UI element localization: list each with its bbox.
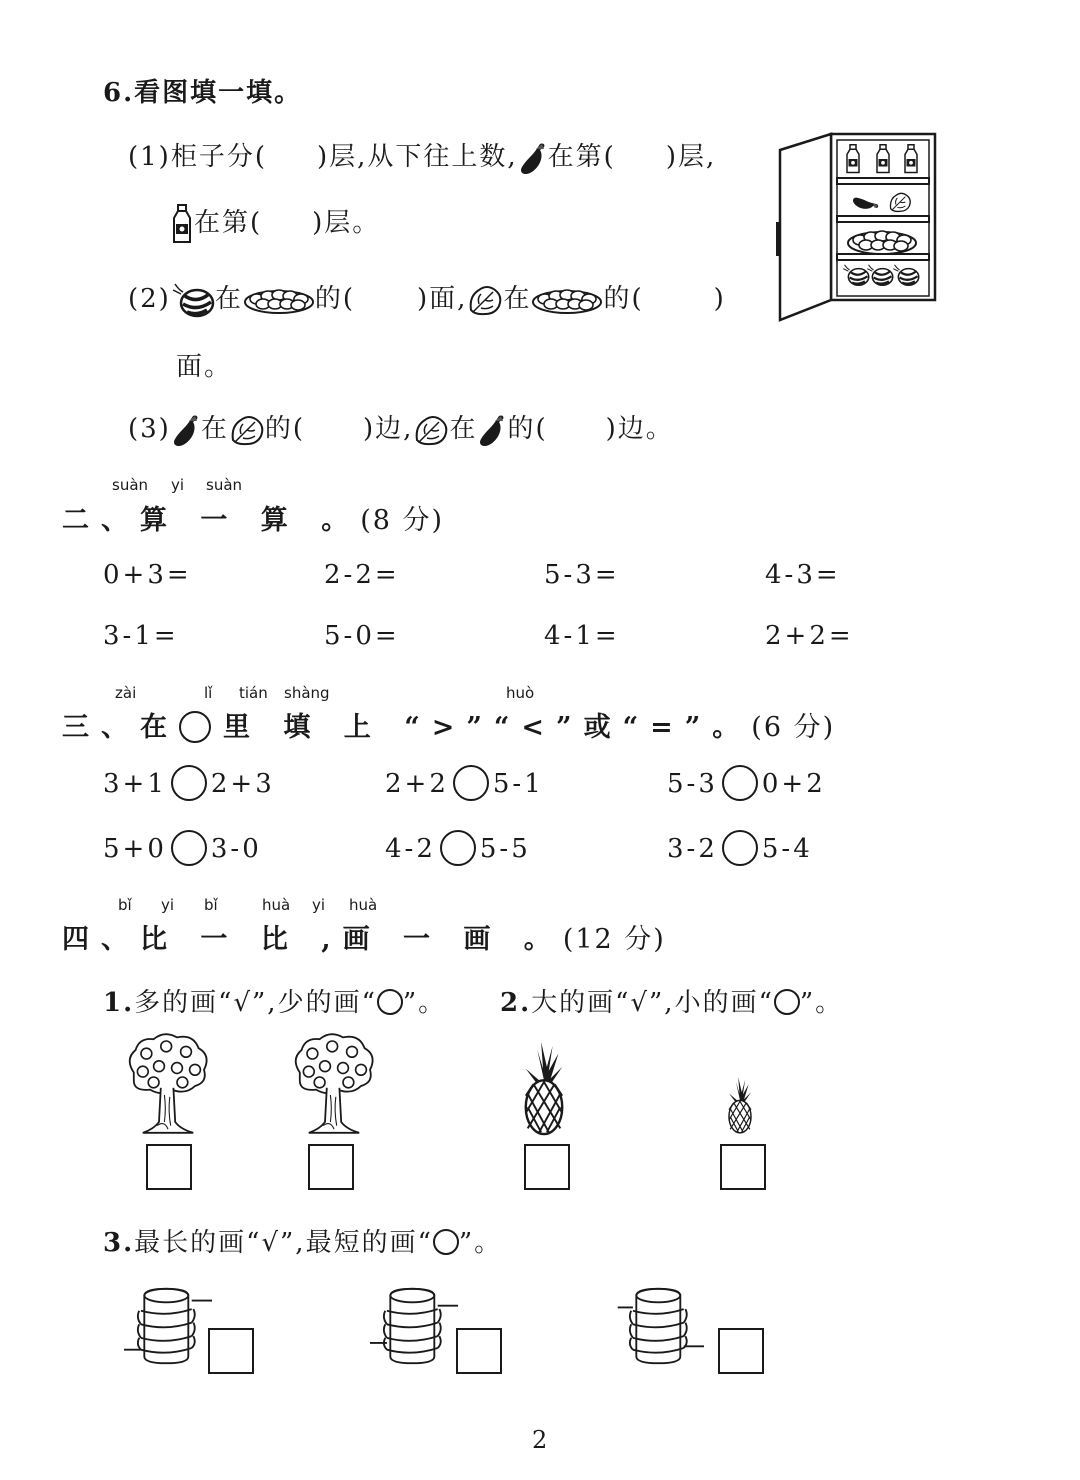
- pinyin: yi: [161, 896, 175, 914]
- answer-box[interactable]: [208, 1328, 254, 1374]
- q6-p3-text: 在: [200, 414, 229, 444]
- pinyin: yi: [312, 896, 326, 914]
- pineapple-icon: [724, 1076, 756, 1134]
- page-number: 2: [532, 1426, 548, 1454]
- pinyin: zài: [115, 684, 137, 702]
- question-number: 1.: [103, 988, 135, 1018]
- eggplant-icon: [171, 412, 201, 448]
- section-score: (8 分): [360, 505, 445, 536]
- pinyin: huò: [506, 684, 535, 702]
- circle-symbol-icon: [774, 989, 800, 1015]
- calc-item: 3-1=: [103, 621, 179, 651]
- circle-icon: [179, 711, 211, 743]
- q6-p1-text-c: 在第(: [547, 142, 616, 172]
- answer-box[interactable]: [456, 1328, 502, 1374]
- calc-item: 5-0=: [324, 621, 400, 651]
- sec4-q2-instruction: [500, 982, 843, 1019]
- answer-circle[interactable]: [171, 830, 207, 866]
- calc-item: 4-1=: [544, 621, 620, 651]
- compare-item: [103, 832, 262, 868]
- q6-p2-label: (2): [128, 284, 171, 314]
- section-heading: [62, 917, 666, 956]
- compare-item: [385, 767, 544, 803]
- section-title: 三、在: [62, 712, 179, 743]
- answer-circle[interactable]: [722, 765, 758, 801]
- compare-left: 5-3: [667, 769, 718, 799]
- section-title: 里 填 上: [223, 712, 383, 743]
- q6-part1-line2: [170, 202, 380, 245]
- compare-right: 5-1: [492, 769, 544, 799]
- pinyin: huà: [349, 896, 378, 914]
- compare-left: 3-2: [667, 834, 718, 864]
- rope-cylinder-icon: [616, 1278, 726, 1374]
- answer-box[interactable]: [308, 1144, 354, 1190]
- q6-p3-text: 的(: [507, 414, 548, 444]
- section-title: 四、比 一 比 ,画 一 画 。: [62, 924, 563, 955]
- pinyin: suàn: [206, 476, 243, 494]
- pinyin: huà: [262, 896, 291, 914]
- section-score: (12 分): [562, 924, 666, 955]
- q6-p1-text-f: )层。: [312, 208, 381, 238]
- q6-p1-text-e: 在第(: [194, 208, 263, 238]
- question-number: 2.: [500, 988, 532, 1018]
- compare-left: 5+0: [103, 834, 167, 864]
- instruction-text: 最长的画“√”,最短的画“: [134, 1228, 433, 1258]
- eggplant-icon: [518, 140, 548, 176]
- instruction-text: ”。: [799, 988, 844, 1018]
- cabinet-illustration: [776, 130, 938, 325]
- answer-box[interactable]: [524, 1144, 570, 1190]
- section-heading: [62, 705, 835, 745]
- compare-right: 0+2: [761, 769, 826, 799]
- answer-circle[interactable]: [440, 830, 476, 866]
- calc-item: 5-3=: [544, 560, 620, 590]
- answer-circle[interactable]: [722, 830, 758, 866]
- instruction-text: 大的画“√”,小的画“: [531, 988, 774, 1018]
- cabbage-icon: [413, 414, 449, 446]
- cabbage-icon: [229, 414, 265, 446]
- q6-p3-label: (3): [128, 414, 171, 444]
- section-heading: [62, 498, 444, 537]
- circle-symbol-icon: [433, 1229, 459, 1255]
- sec4-q1-instruction: [103, 982, 446, 1019]
- pinyin: yi: [171, 476, 185, 494]
- compare-right: 3-0: [210, 834, 262, 864]
- instruction-text: ”。: [402, 988, 447, 1018]
- q6-title: 6.看图填一填。: [103, 78, 303, 108]
- compare-item: [667, 767, 826, 803]
- compare-right: 5-5: [479, 834, 531, 864]
- calc-item: 0+3=: [103, 560, 192, 590]
- q6-p1-text-b: )层,从下往上数,: [316, 142, 518, 172]
- q6-p3-text: 在: [449, 414, 478, 444]
- cabbage-icon: [467, 284, 503, 316]
- compare-item: [385, 832, 531, 868]
- answer-box[interactable]: [718, 1328, 764, 1374]
- circle-symbol-icon: [377, 989, 403, 1015]
- bottle-icon: [170, 203, 194, 245]
- dumpling-plate-icon: [243, 285, 315, 315]
- calc-item: 4-3=: [765, 560, 841, 590]
- q6-part3: [128, 408, 674, 448]
- pinyin: bǐ: [118, 896, 132, 914]
- apple-tree-icon: [122, 1032, 214, 1140]
- instruction-text: 多的画“√”,少的画“: [134, 988, 377, 1018]
- sec4-q3-instruction: [103, 1222, 502, 1259]
- apple-tree-icon: [288, 1032, 380, 1140]
- answer-box[interactable]: [720, 1144, 766, 1190]
- question-number: 3.: [103, 1228, 135, 1258]
- q6-p1-text-d: )层,: [665, 142, 717, 172]
- eggplant-icon: [477, 412, 507, 448]
- q6-p2-text: 的(: [603, 284, 644, 314]
- pinyin: tián: [239, 684, 268, 702]
- compare-item: [667, 832, 813, 868]
- pineapple-icon: [518, 1040, 570, 1136]
- compare-right: 5-4: [761, 834, 813, 864]
- q6-p2-text: 在: [214, 284, 243, 314]
- answer-circle[interactable]: [171, 765, 207, 801]
- q6-p2-text: 在: [503, 284, 532, 314]
- section-score: (6 分): [751, 712, 836, 743]
- q6-part1-line1: [128, 136, 716, 176]
- compare-left: 2+2: [385, 769, 449, 799]
- compare-left: 4-2: [385, 834, 436, 864]
- q6-part2-line2: 面。: [176, 352, 233, 382]
- q6-p2-text: 的(: [314, 284, 356, 314]
- pinyin: shàng: [284, 684, 330, 702]
- compare-item: [103, 767, 275, 803]
- calc-item: 2+2=: [765, 621, 854, 651]
- watermelon-icon: [171, 282, 215, 318]
- q6-p3-text: )边,: [363, 414, 414, 444]
- compare-left: 3+1: [103, 769, 167, 799]
- calc-item: 2-2=: [324, 560, 400, 590]
- pinyin: suàn: [112, 476, 149, 494]
- q6-p2-text: ): [713, 284, 726, 314]
- dumpling-plate-icon: [531, 285, 603, 315]
- pinyin: lǐ: [204, 684, 213, 702]
- section-title: 二、算 一 算 。: [62, 505, 361, 536]
- q6-p2-text: )面,: [417, 284, 468, 314]
- q6-p1-text-a: (1)柜子分(: [128, 142, 267, 172]
- q6-p3-text: )边。: [605, 414, 674, 444]
- section-title: “>”“<”或“=”。: [404, 712, 752, 743]
- q6-p3-text: 的(: [264, 414, 306, 444]
- pinyin: bǐ: [204, 896, 218, 914]
- compare-right: 2+3: [210, 769, 275, 799]
- instruction-text: ”。: [458, 1228, 503, 1258]
- answer-box[interactable]: [146, 1144, 192, 1190]
- answer-circle[interactable]: [453, 765, 489, 801]
- q6-part2-line1: [128, 278, 726, 318]
